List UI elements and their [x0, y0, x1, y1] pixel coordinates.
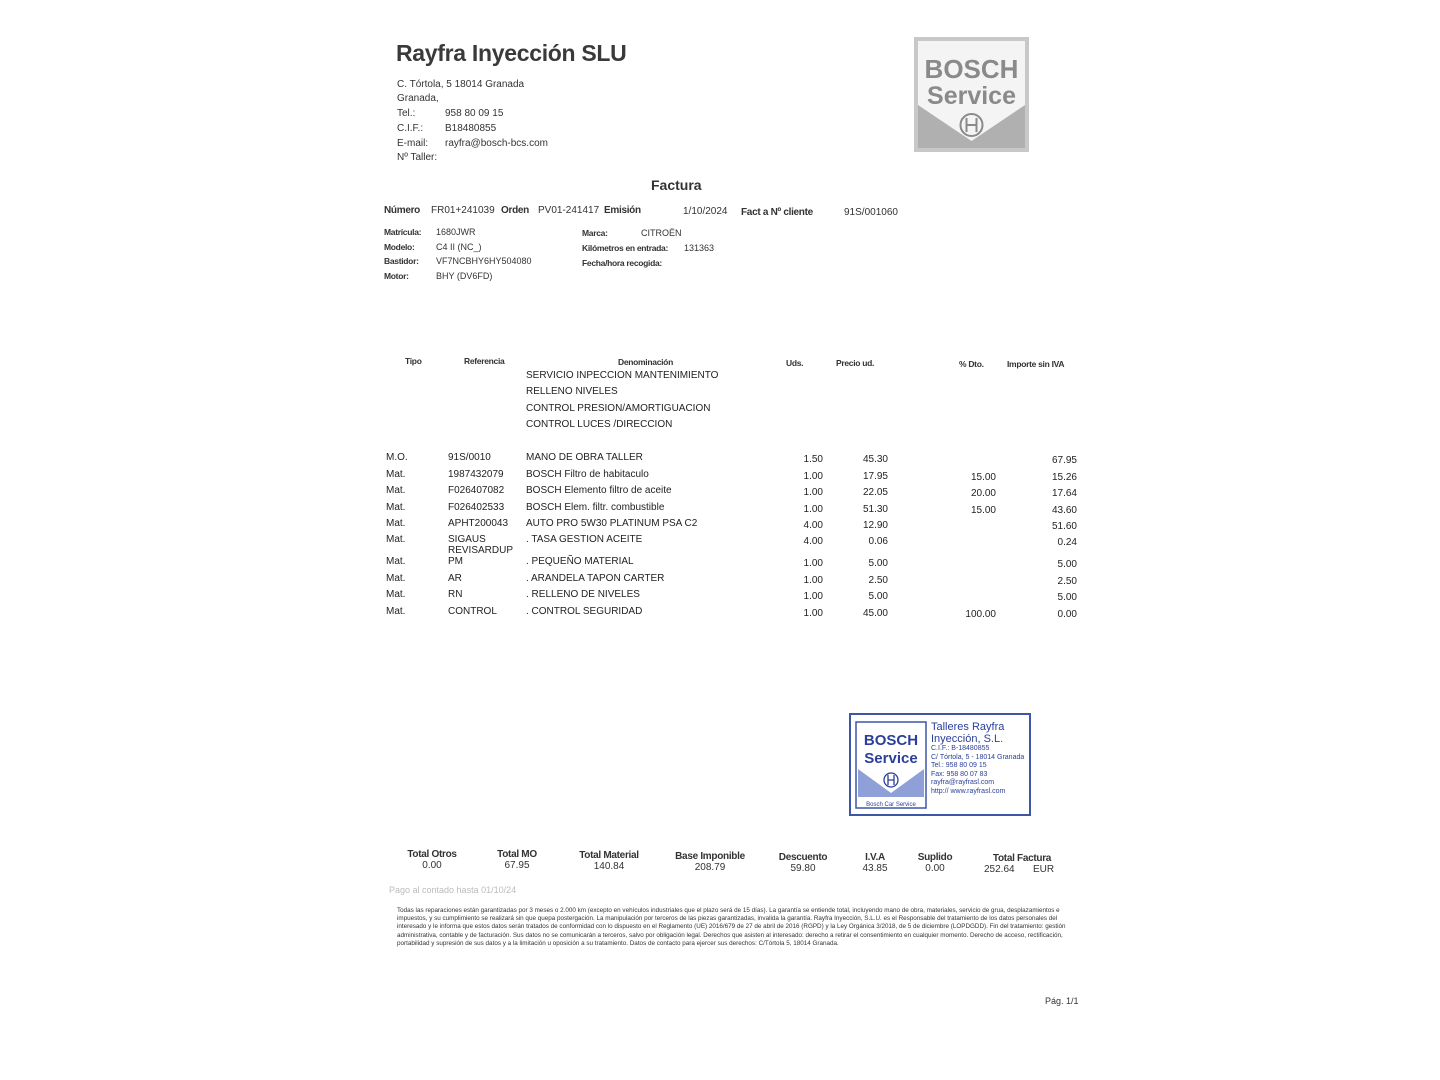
cell-importe: 15.26 [1051, 472, 1077, 483]
total-factura-label: Total Factura [992, 853, 1052, 864]
base-imponible-label: Base Imponible [675, 851, 745, 862]
cell-ref: 1987432079 [448, 469, 504, 480]
cell-ref: AR [448, 573, 462, 584]
cell-importe: 17.64 [1051, 488, 1077, 499]
service-line: CONTROL LUCES /DIRECCION [526, 419, 673, 430]
col-header-denominacion: Denominación [618, 357, 673, 367]
cell-importe: 51.60 [1051, 521, 1077, 532]
cell-uds: 1.00 [803, 504, 823, 515]
cell-ref: 91S/0010 [448, 452, 491, 463]
modelo-value: C4 II (NC_) [436, 242, 482, 252]
col-header-dto: % Dto. [959, 359, 984, 369]
tel-value: 958 80 09 15 [445, 108, 504, 119]
company-address-line2: Granada, [397, 93, 439, 104]
motor-value: BHY (DV6FD) [436, 271, 493, 281]
cell-importe: 5.00 [1057, 592, 1077, 603]
numero-value: FR01+241039 [431, 205, 495, 216]
orden-value: PV01-241417 [538, 205, 600, 216]
orden-label: Orden [501, 205, 529, 216]
cell-tipo: Mat. [386, 502, 406, 513]
emision-label: Emisión [604, 205, 641, 216]
taller-label: Nº Taller: [397, 152, 438, 163]
suplido-value: 0.00 [925, 863, 945, 874]
iva-value: 43.85 [862, 863, 888, 874]
numero-label: Número [384, 205, 420, 216]
cell-uds: 1.00 [803, 591, 823, 602]
cell-ref: APHT200043 [448, 518, 509, 529]
cell-desc: BOSCH Elemento filtro de aceite [526, 485, 672, 496]
col-header-importe: Importe sin IVA [1007, 359, 1065, 369]
cell-ref: RN [448, 589, 463, 600]
document-title: Factura [651, 177, 702, 193]
stamp-title-line1: Talleres Rayfra [931, 721, 1005, 733]
cell-precio: 12.90 [862, 520, 888, 531]
total-factura-value: 252.64 [984, 864, 1015, 875]
marca-label: Marca: [582, 228, 608, 238]
stamp-logo-line2: Service [864, 750, 918, 767]
cell-desc: . RELLENO DE NIVELES [526, 589, 640, 600]
stamp-cif: C.I.F.: B-18480855 [931, 745, 990, 752]
logo-line1: BOSCH [924, 54, 1019, 84]
cliente-label: Fact a Nº cliente [741, 207, 813, 218]
cell-precio: 2.50 [868, 575, 888, 586]
cell-importe: 67.95 [1051, 455, 1077, 466]
col-header-uds: Uds. [786, 358, 804, 368]
matricula-label: Matrícula: [384, 227, 422, 237]
cell-uds: 1.00 [803, 487, 823, 498]
cell-uds: 1.00 [803, 558, 823, 569]
cell-tipo: Mat. [386, 518, 406, 529]
cell-tipo: Mat. [386, 485, 406, 496]
bosch-logo-icon [914, 37, 1029, 152]
stamp-address: C/ Tórtola, 5 - 18014 Granada [931, 753, 1025, 761]
cell-uds: 4.00 [803, 520, 823, 531]
cell-precio: 22.05 [862, 487, 888, 498]
total-material-value: 140.84 [593, 861, 625, 872]
stamp-tel: Tel.: 958 80 09 15 [931, 762, 987, 769]
motor-label: Motor: [384, 271, 409, 281]
email-label: E-mail: [397, 138, 429, 149]
cell-ref: PM [448, 556, 463, 567]
tel-label: Tel.: [397, 108, 416, 119]
cell-importe: 0.24 [1057, 537, 1077, 548]
stamp-logo-line1: BOSCH [863, 732, 919, 749]
stamp-title-line2: Inyección, S.L. [931, 733, 1004, 745]
suplido-label: Suplido [917, 852, 953, 863]
col-header-referencia: Referencia [464, 356, 505, 366]
cif-label: C.I.F.: [397, 123, 424, 134]
modelo-label: Modelo: [384, 242, 415, 252]
company-stamp [849, 713, 1031, 816]
cell-tipo: Mat. [386, 534, 406, 545]
cell-uds: 1.00 [803, 575, 823, 586]
cell-precio: 0.06 [868, 536, 888, 547]
cell-desc: BOSCH Elem. filtr. combustible [526, 502, 665, 513]
cell-importe: 5.00 [1057, 559, 1077, 570]
cell-uds: 4.00 [803, 536, 823, 547]
cell-dto: 15.00 [970, 505, 996, 516]
fecha-recogida-label: Fecha/hora recogida: [582, 258, 662, 268]
col-header-precio: Precio ud. [836, 358, 875, 368]
cell-tipo: Mat. [386, 589, 406, 600]
cell-ref2: REVISARDUP [448, 545, 514, 556]
cell-desc: . CONTROL SEGURIDAD [526, 606, 643, 617]
cell-dto: 15.00 [970, 472, 996, 483]
cell-precio: 17.95 [862, 471, 888, 482]
descuento-label: Descuento [778, 852, 828, 863]
total-material-label: Total Material [579, 850, 639, 861]
marca-value: CITROËN [641, 228, 682, 238]
currency: EUR [1033, 864, 1055, 875]
email-value: rayfra@bosch-bcs.com [445, 138, 548, 149]
cell-importe: 0.00 [1057, 609, 1077, 620]
km-label: Kilómetros en entrada: [582, 243, 668, 253]
matricula-value: 1680JWR [436, 227, 476, 237]
descuento-value: 59.80 [790, 863, 816, 874]
service-line: CONTROL PRESION/AMORTIGUACION [526, 403, 711, 414]
stamp-logo-footer: Bosch Car Service [866, 802, 916, 808]
stamp-email: rayfra@rayfrasl.com [931, 779, 995, 786]
logo-line2: Service [927, 82, 1016, 110]
cell-desc: . PEQUEÑO MATERIAL [526, 556, 634, 567]
cell-precio: 5.00 [868, 591, 888, 602]
legal-footnote: Todas las reparaciones están garantizadas por 3 meses o 2.000 km (excepto en vehículos industriales que el plazo será de 15 días). La garantía se entiende total, incluyendo mano de obra, materiales, servicio de grua, desplazamientos e impuestos, y su cumplimiento se realizará sin que quepa postergación. La manipulación por terceros de las piezas garantizadas, invalida la garantía. Rayfra Inyección, S.L.U. es el Responsable del tratamiento de los datos personales del interesado y le informa que estos datos serán tratados de conformidad con lo dispuesto en el Reglamento (UE) 2016/679 de 27 de abril de 2016 (RGPD) y la Ley Orgánica 3/2018, de 5 de diciembre (LOPDGDD). Fin del tratamiento: gestión administrativa, contable y de facturación. Sus datos no se comunicarán a terceros, salvo por obligación legal. Derechos que asisten al interesado: derecho a retirar el consentimiento en cualquier momento. Derecho de acceso, rectificación, portabilidad y supresión de sus datos y a la limitación u oposición a su tratamiento. Datos de contacto para ejercer sus derechos: C/Tórtola 5, 18014 Granada. [397, 907, 1066, 947]
cell-tipo: Mat. [386, 573, 406, 584]
total-otros-label: Total Otros [407, 849, 457, 860]
total-otros-value: 0.00 [422, 860, 442, 871]
cell-dto: 20.00 [970, 488, 996, 499]
col-header-tipo: Tipo [405, 356, 422, 366]
cell-desc: MANO DE OBRA TALLER [526, 452, 643, 463]
bastidor-value: VF7NCBHY6HY504080 [436, 256, 532, 266]
stamp-web: http:// www.rayfrasl.com [931, 787, 1006, 795]
cell-importe: 43.60 [1051, 505, 1077, 516]
cell-uds: 1.50 [803, 454, 823, 465]
cif-value: B18480855 [445, 123, 497, 134]
cell-uds: 1.00 [803, 608, 823, 619]
cell-ref: F026402533 [448, 502, 505, 513]
stamp-bosch-logo-icon [855, 721, 927, 809]
cell-uds: 1.00 [803, 471, 823, 482]
bosch-service-logo [914, 37, 1029, 152]
service-line: RELLENO NIVELES [526, 386, 618, 397]
service-line: SERVICIO INPECCION MANTENIMIENTO [526, 370, 719, 381]
iva-label: I.V.A [865, 852, 885, 863]
base-imponible-value: 208.79 [694, 862, 726, 873]
company-name: Rayfra Inyección SLU [396, 40, 627, 66]
total-mo-value: 67.95 [504, 860, 530, 871]
page-number: Pág. 1/1 [1045, 996, 1079, 1006]
km-value: 131363 [684, 243, 715, 253]
cell-ref: SIGAUS [448, 534, 486, 545]
payment-note: Pago al contado hasta 01/10/24 [389, 885, 517, 895]
cell-desc: BOSCH Filtro de habitaculo [526, 469, 649, 480]
cell-tipo: M.O. [386, 452, 408, 463]
total-mo-label: Total MO [497, 849, 537, 860]
cell-precio: 5.00 [868, 558, 888, 569]
stamp-fax: Fax: 958 80 07 83 [931, 770, 988, 778]
cell-ref: CONTROL [448, 606, 497, 617]
cell-tipo: Mat. [386, 469, 406, 480]
cell-precio: 45.30 [862, 454, 888, 465]
cell-importe: 2.50 [1057, 576, 1077, 587]
cell-tipo: Mat. [386, 556, 406, 567]
cell-ref: F026407082 [448, 485, 505, 496]
cell-dto: 100.00 [965, 609, 996, 620]
stamp-details [931, 721, 1024, 796]
cell-precio: 51.30 [862, 504, 888, 515]
bastidor-label: Bastidor: [384, 256, 419, 266]
cell-desc: . TASA GESTION ACEITE [526, 534, 643, 545]
company-address-line1: C. Tórtola, 5 18014 Granada [397, 79, 525, 90]
cell-desc: . ARANDELA TAPON CARTER [526, 573, 665, 584]
cell-tipo: Mat. [386, 606, 406, 617]
emision-value: 1/10/2024 [683, 206, 728, 217]
cell-desc: AUTO PRO 5W30 PLATINUM PSA C2 [526, 518, 698, 529]
cliente-value: 91S/001060 [844, 207, 898, 218]
cell-precio: 45.00 [862, 608, 888, 619]
